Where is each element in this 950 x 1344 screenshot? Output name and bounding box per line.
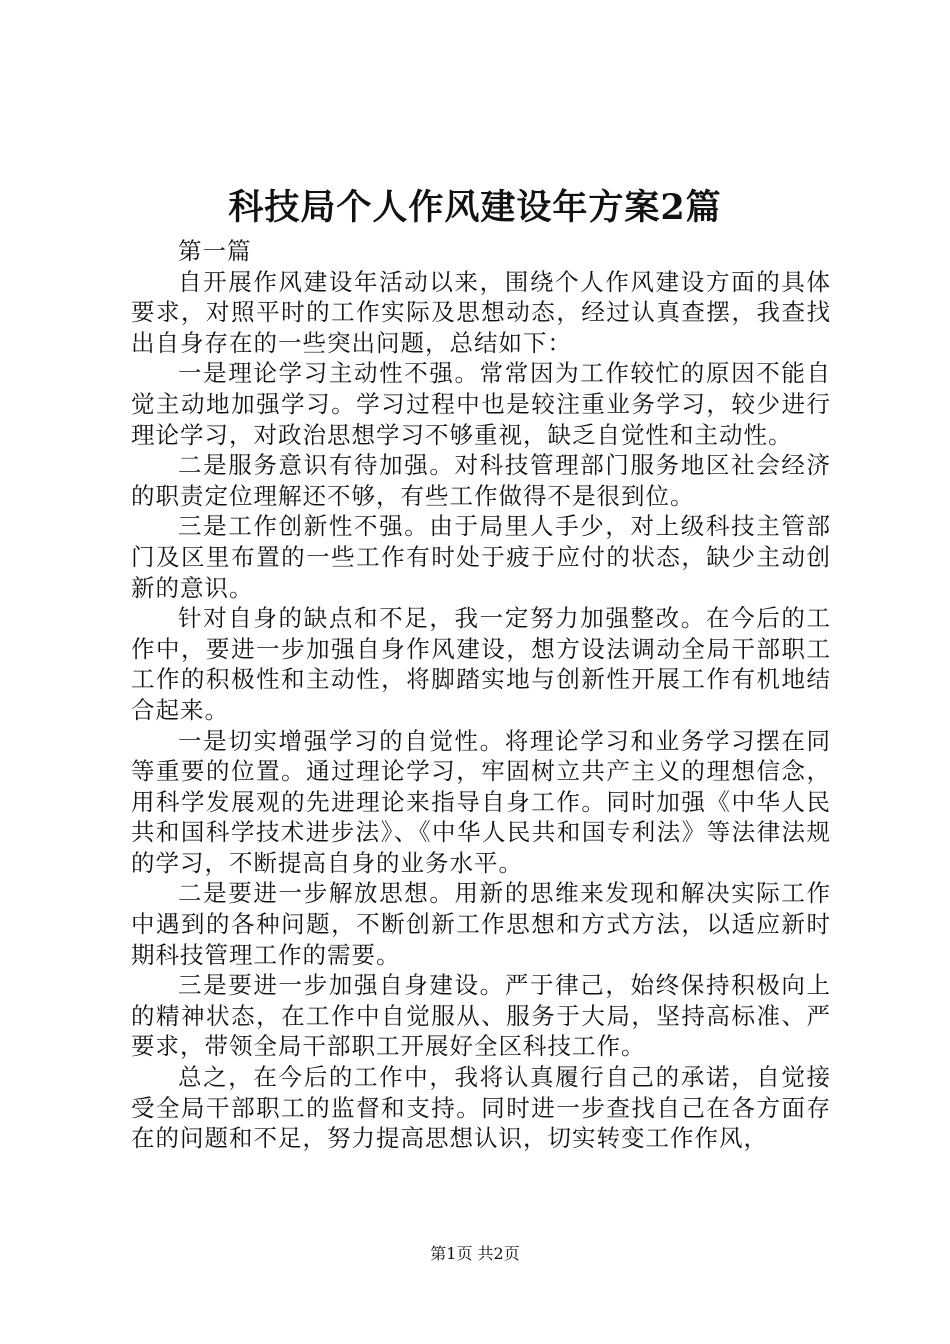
paragraph: 二是要进一步解放思想。用新的思维来发现和解决实际工作中遇到的各种问题，不断创新工作思想和方式方法，以适应新时期科技管理工作的需要。 — [131, 879, 831, 969]
paragraph: 一是切实增强学习的自觉性。将理论学习和业务学习摆在同等重要的位置。通过理论学习，牢固树立共产主义的理想信念，用科学发展观的先进理论来指导自身工作。同时加强《中华人民共和国科学技术进步法》、《中华人民共和国专利法》等法律法规的学习，不断提高自身的业务水平。 — [131, 726, 831, 877]
paragraph: 总之，在今后的工作中，我将认真履行自己的承诺，自觉接受全局干部职工的监督和支持。同时进一步查找自己在各方面存在的问题和不足，努力提高思想认识，切实转变工作作风， — [131, 1063, 831, 1153]
paragraph: 三是要进一步加强自身建设。严于律己，始终保持积极向上的精神状态，在工作中自觉服从、服务于大局，坚持高标准、严要求，带领全局干部职工开展好全区科技工作。 — [131, 971, 831, 1061]
section-heading: 第一篇 — [178, 237, 252, 265]
paragraph: 针对自身的缺点和不足，我一定努力加强整改。在今后的工作中，要进一步加强自身作风建设，想方设法调动全局干部职工工作的积极性和主动性，将脚踏实地与创新性开展工作有机地结合起来。 — [131, 604, 831, 724]
paragraph: 二是服务意识有待加强。对科技管理部门服务地区社会经济的职责定位理解还不够，有些工作做得不是很到位。 — [131, 451, 831, 510]
document-title: 科技局个人作风建设年方案2篇 — [228, 187, 722, 228]
paragraph: 三是工作创新性不强。由于局里人手少，对上级科技主管部门及区里布置的一些工作有时处于疲于应付的状态，缺少主动创新的意识。 — [131, 512, 831, 602]
document-body — [131, 236, 831, 1154]
page-footer: 第1页 共2页 — [430, 1244, 520, 1263]
paragraph: 自开展作风建设年活动以来，围绕个人作风建设方面的具体要求，对照平时的工作实际及思想动态，经过认真查摆，我查找出自身存在的一些突出问题，总结如下： — [131, 267, 831, 357]
paragraph: 一是理论学习主动性不强。常常因为工作较忙的原因不能自觉主动地加强学习。学习过程中也是较注重业务学习，较少进行理论学习，对政治思想学习不够重视，缺乏自觉性和主动性。 — [131, 359, 831, 449]
